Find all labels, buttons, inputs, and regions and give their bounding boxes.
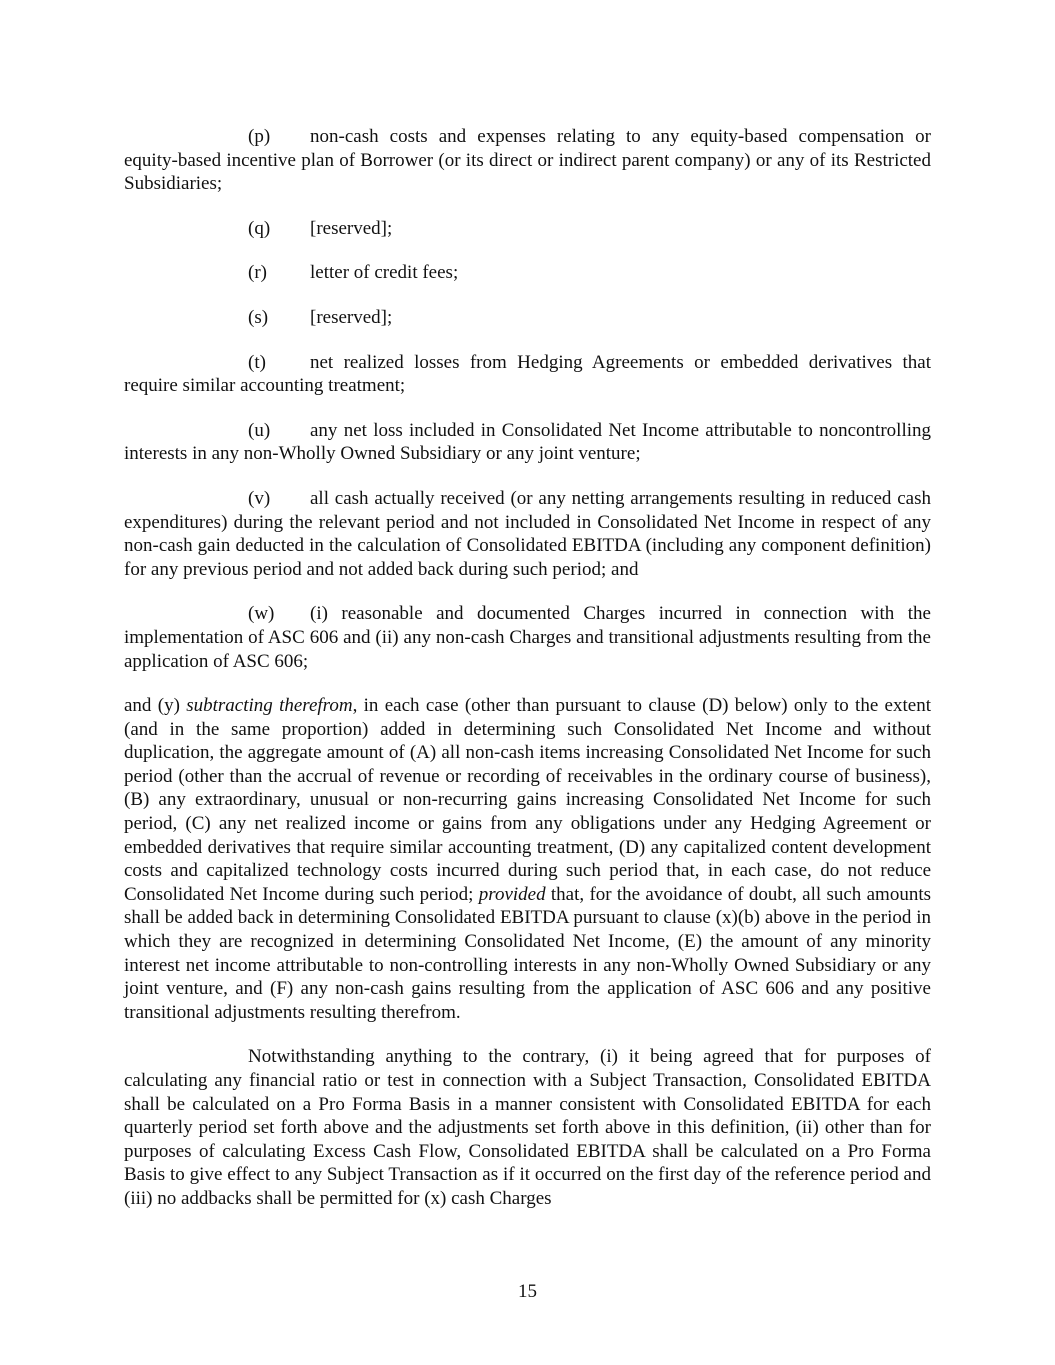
clause-text: net realized losses from Hedging Agreements or embedded derivatives that require similar accounting treatment; (124, 351, 931, 397)
subtracting-italic: subtracting therefrom (186, 695, 353, 717)
subtracting-paragraph (124, 694, 931, 1024)
document-body (124, 125, 931, 1232)
clause-u (124, 419, 931, 466)
clause-text: non-cash costs and expenses relating to any equity-based compensation or equity-based incentive plan of Borrower (or its direct or indirect parent company) or any of its Restricted Subsidiaries; (124, 126, 931, 195)
clause-v (124, 487, 931, 581)
clause-label: (w) (248, 603, 275, 625)
clause-text: (i) reasonable and documented Charges incurred in connection with the implementation of ASC 606 and (ii) any non-cash Charges and transitional adjustments resulting from the application of ASC 606; (124, 603, 931, 672)
clause-label: (r) (248, 262, 267, 284)
clause-p (124, 125, 931, 196)
clause-r (124, 261, 931, 285)
clause-text: any net loss included in Consolidated Net Income attributable to noncontrolling interests in any non-Wholly Owned Subsidiary or any joint venture; (124, 419, 931, 465)
clause-t (124, 351, 931, 398)
clause-text: [reserved]; (310, 217, 393, 239)
subtracting-tail: that, for the avoidance of doubt, all such amounts shall be added back in determining Consolidated EBITDA pursuant to clause (x)(b) above in the period in which they are recognized in determining Consolidated Net Income, (E) the amount of any minority interest net income attributable to non-controlling interests in any non-Wholly Owned Subsidiary or any joint venture, and (F) any non-cash gains resulting from the application of ASC 606 and any positive transitional adjustments resulting therefrom. (124, 883, 931, 1023)
clause-text: letter of credit fees; (310, 262, 459, 284)
clause-s (124, 306, 931, 330)
clause-w (124, 602, 931, 673)
clause-label: (u) (248, 419, 271, 441)
clause-label: (s) (248, 306, 269, 328)
clause-text: all cash actually received (or any netting arrangements resulting in reduced cash expenditures) during the relevant period and not included in Consolidated Net Income in respect of any non-cash gain deducted in the calculation of Consolidated EBITDA (including any component definition) for any previous period and not added back during such period; and (124, 487, 931, 580)
clause-label: (p) (248, 126, 271, 147)
clause-q (124, 217, 931, 241)
notwithstanding-paragraph: Notwithstanding anything to the contrary, (i) it being agreed that for purposes of calculating any financial ratio or test in connection with a Subject Transaction, Consolidated EBITDA shall be calculated on a Pro Forma Basis in a manner consistent with Consolidated EBITDA for each quarterly period set forth above and the adjustments set forth above in this definition, (ii) other than for purposes of calculating Excess Cash Flow, Consolidated EBITDA shall be calculated on a Pro Forma Basis to give effect to any Subject Transaction as if it occurred on the first day of the reference period and (iii) no addbacks shall be permitted for (x) cash Charges (124, 1046, 931, 1209)
clause-label: (t) (248, 351, 266, 373)
clause-label: (q) (248, 217, 271, 239)
clause-text: [reserved]; (310, 306, 393, 328)
page-number: 15 (518, 1281, 537, 1302)
proviso-italic: provided (478, 883, 546, 905)
subtracting-lead: and (y) (124, 695, 187, 717)
clause-label: (v) (248, 487, 271, 509)
subtracting-body: , in each case (other than pursuant to clause (D) below) only to the extent (and in the same proportion) added in determining such Consolidated Net Income and without duplication, the aggregate amount of (A) all non-cash items increasing Consolidated Net Income for such period (other than the accrual of revenue or recording of receivables in the ordinary course of business), (B) any extraordinary, unusual or non-recurring gains increasing Consolidated Net Income for such period, (C) any net realized income or gains from any obligations under any Hedging Agreement or embedded derivatives that require similar accounting treatment, (D) any capitalized content development costs and capitalized technology costs incurred during such period that, in each case, do not reduce Consolidated Net Income during such period; (124, 695, 931, 905)
